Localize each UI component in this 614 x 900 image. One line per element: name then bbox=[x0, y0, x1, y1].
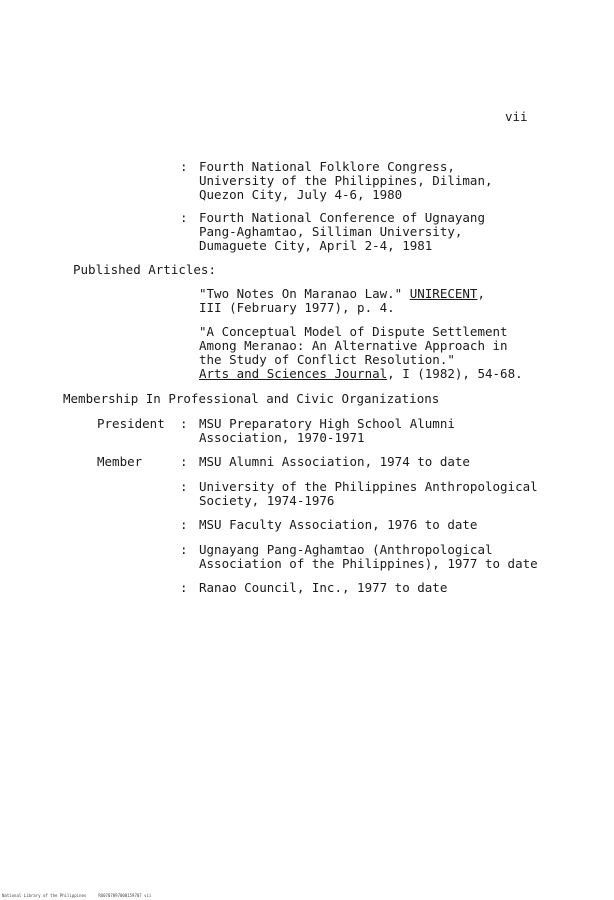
article-2-line-3: the Study of Conflict Resolution." bbox=[199, 352, 455, 367]
membership-marker: : bbox=[180, 517, 188, 532]
membership-line: Association of the Philippines), 1977 to date bbox=[199, 556, 538, 571]
membership-line: Ranao Council, Inc., 1977 to date bbox=[199, 580, 448, 595]
conference-line: Fourth National Folklore Congress, bbox=[199, 159, 455, 174]
member-label: Member bbox=[97, 454, 143, 469]
membership-heading: Membership In Professional and Civic Organizations bbox=[63, 391, 440, 406]
article-2-line-1: "A Conceptual Model of Dispute Settlement bbox=[199, 324, 508, 339]
article-1-line-2: III (February 1977), p. 4. bbox=[199, 300, 395, 315]
article-1-title: "Two Notes On Maranao Law." bbox=[199, 286, 410, 301]
conference-line: Pang-Aghamtao, Silliman University, bbox=[199, 224, 463, 239]
conference-line: University of the Philippines, Diliman, bbox=[199, 173, 493, 188]
membership-line: University of the Philippines Anthropological bbox=[199, 479, 538, 494]
scan-footer: National Library of the Philippines RU0707097000159707 vii bbox=[2, 893, 152, 898]
membership-line: MSU Alumni Association, 1974 to date bbox=[199, 454, 470, 469]
membership-marker: : bbox=[180, 542, 188, 557]
article-1-punct: , bbox=[477, 286, 485, 301]
published-articles-heading: Published Articles: bbox=[73, 262, 216, 277]
article-2-line-2: Among Meranao: An Alternative Approach in bbox=[199, 338, 508, 353]
membership-marker: : bbox=[180, 454, 188, 469]
membership-line: Association, 1970-1971 bbox=[199, 430, 365, 445]
conference-marker: : bbox=[180, 159, 188, 174]
membership-marker: : bbox=[180, 416, 188, 431]
article-2-citation: , I (1982), 54-68. bbox=[387, 366, 523, 381]
conference-line: Fourth National Conference of Ugnayang bbox=[199, 210, 485, 225]
conference-marker: : bbox=[180, 210, 188, 225]
conference-line: Dumaguete City, April 2-4, 1981 bbox=[199, 238, 433, 253]
membership-line: Society, 1974-1976 bbox=[199, 493, 335, 508]
page-number: vii bbox=[505, 109, 528, 124]
membership-marker: : bbox=[180, 479, 188, 494]
article-1-journal: UNIRECENT bbox=[409, 286, 478, 301]
membership-line: Ugnayang Pang-Aghamtao (Anthropological bbox=[199, 542, 493, 557]
president-label: President bbox=[97, 416, 165, 431]
membership-line: MSU Preparatory High School Alumni bbox=[199, 416, 455, 431]
article-1-line-1 bbox=[199, 287, 485, 301]
article-2-line-4 bbox=[199, 367, 523, 381]
membership-line: MSU Faculty Association, 1976 to date bbox=[199, 517, 478, 532]
membership-marker: : bbox=[180, 580, 188, 595]
article-2-journal: Arts and Sciences Journal bbox=[199, 366, 388, 381]
conference-line: Quezon City, July 4-6, 1980 bbox=[199, 187, 403, 202]
